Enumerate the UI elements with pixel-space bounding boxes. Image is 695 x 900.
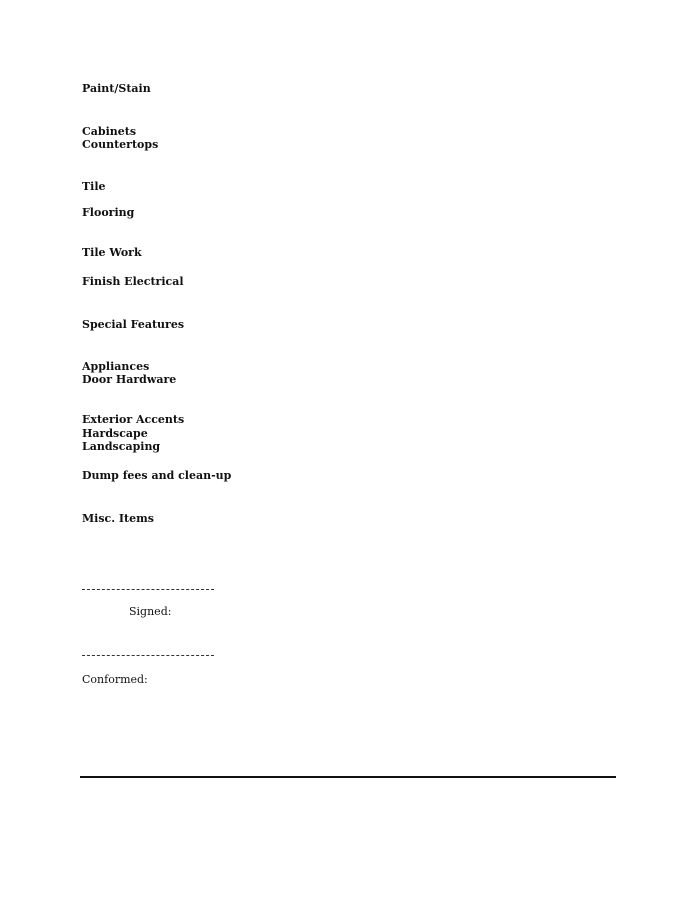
signed-label: Signed: [129,605,172,618]
line-item-countertops: Countertops [82,138,159,151]
line-item-misc-items: Misc. Items [82,512,154,525]
line-item-hardscape: Hardscape [82,427,148,440]
line-item-cabinets: Cabinets [82,125,137,138]
conformed-signature-line [82,655,214,656]
footer-rule [80,776,616,778]
line-item-appliances: Appliances [82,360,150,373]
signed-signature-line [82,589,214,590]
line-item-paint-stain: Paint/Stain [82,82,151,95]
line-item-landscaping: Landscaping [82,440,161,453]
line-item-special-features: Special Features [82,318,185,331]
line-item-tile: Tile [82,180,106,193]
line-item-exterior-accents: Exterior Accents [82,413,185,426]
line-item-finish-electrical: Finish Electrical [82,275,184,288]
line-item-dump-fees: Dump fees and clean-up [82,469,232,482]
line-item-door-hardware: Door Hardware [82,373,177,386]
line-item-tile-work: Tile Work [82,246,142,259]
line-item-flooring: Flooring [82,206,135,219]
conformed-label: Conformed: [82,673,148,686]
